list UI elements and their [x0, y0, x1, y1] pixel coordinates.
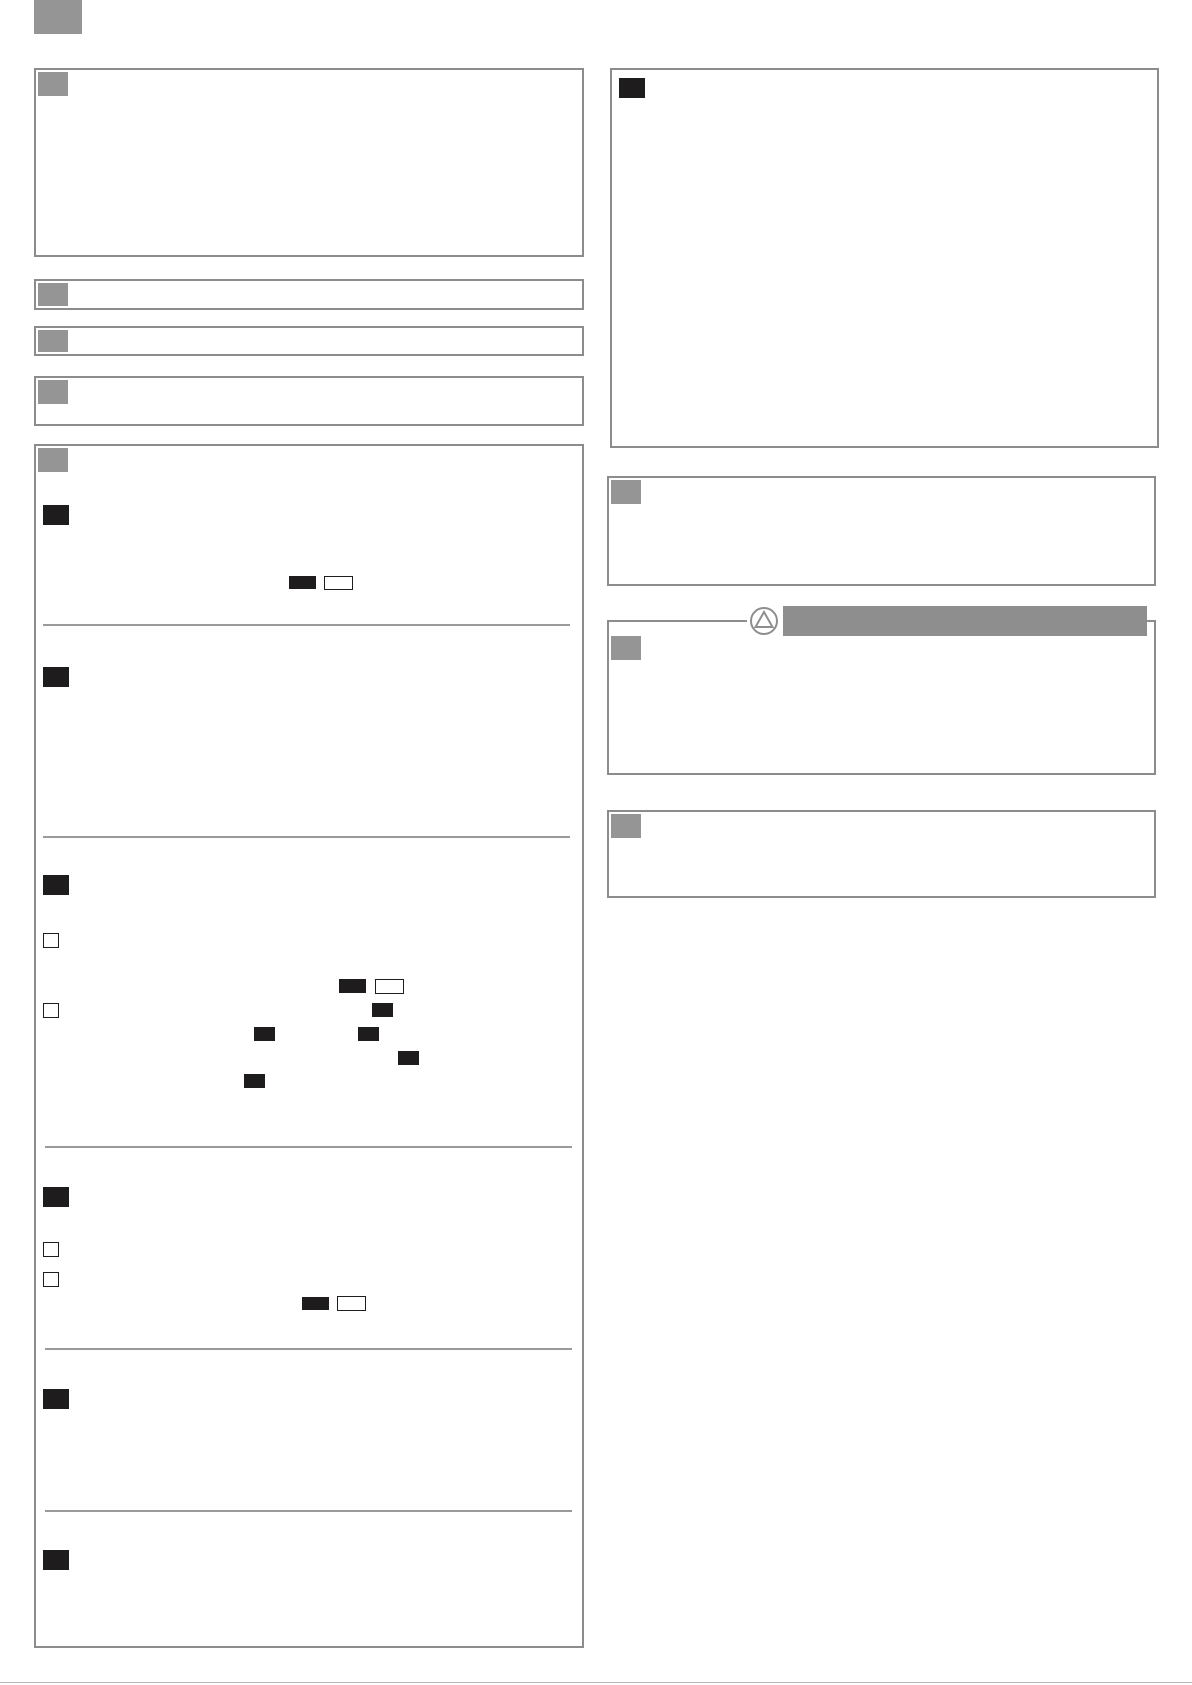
section-box-2-marker: [38, 283, 68, 306]
caution-header-bar: [783, 606, 1147, 636]
section-box-6: [610, 68, 1159, 448]
section-box-4-marker: [38, 380, 68, 404]
subsection-d-inline-white-marker: [337, 1296, 366, 1311]
section-box-5-marker: [38, 448, 68, 472]
subsection-c-inline-black-marker-5: [398, 1051, 419, 1065]
subsection-c-inline-black-marker-6: [244, 1074, 265, 1088]
subsection-c-inline-black-marker-2: [372, 1003, 393, 1017]
subsection-divider-4: [45, 1348, 572, 1350]
section-box-8-marker: [611, 814, 641, 838]
subsection-divider-3: [45, 1146, 572, 1148]
subsection-c-marker: [43, 875, 69, 895]
subsection-a-marker: [43, 505, 69, 525]
subsection-a-inline-white-marker: [324, 576, 353, 590]
subsection-d-marker: [43, 1187, 69, 1207]
subsection-c-checkbox-1: [43, 933, 59, 948]
subsection-divider-5: [45, 1510, 572, 1512]
subsection-c-inline-black-marker-1: [339, 979, 366, 993]
page-header-marker: [34, 0, 82, 34]
caution-box-marker: [611, 636, 641, 660]
section-box-2: [34, 279, 584, 310]
section-box-7-marker: [611, 480, 641, 504]
subsection-b-marker: [43, 667, 69, 687]
subsection-c-inline-white-marker-1: [375, 979, 404, 994]
subsection-divider-1: [43, 624, 570, 626]
section-box-8: [607, 810, 1156, 898]
section-box-3: [34, 326, 584, 356]
caution-box: [607, 620, 1156, 775]
section-box-7: [607, 476, 1156, 586]
warning-triangle-icon: [749, 606, 779, 636]
subsection-c-inline-black-marker-4: [358, 1027, 379, 1041]
subsection-c-checkbox-2: [43, 1003, 59, 1018]
subsection-e-marker: [43, 1389, 69, 1409]
subsection-d-inline-black-marker: [302, 1297, 329, 1310]
subsection-c-inline-black-marker-3: [254, 1027, 275, 1041]
section-box-1: [34, 68, 584, 257]
page-bottom-rule: [0, 1682, 1192, 1683]
section-box-6-marker: [619, 78, 645, 98]
subsection-divider-2: [43, 836, 570, 838]
subsection-d-checkbox-1: [43, 1242, 59, 1257]
section-box-1-marker: [38, 72, 68, 96]
subsection-a-inline-black-marker: [289, 576, 316, 589]
section-box-3-marker: [38, 330, 68, 352]
subsection-f-marker: [43, 1550, 69, 1570]
section-box-4: [34, 376, 584, 426]
warning-triangle-svg: [749, 606, 779, 636]
subsection-d-checkbox-2: [43, 1272, 59, 1287]
